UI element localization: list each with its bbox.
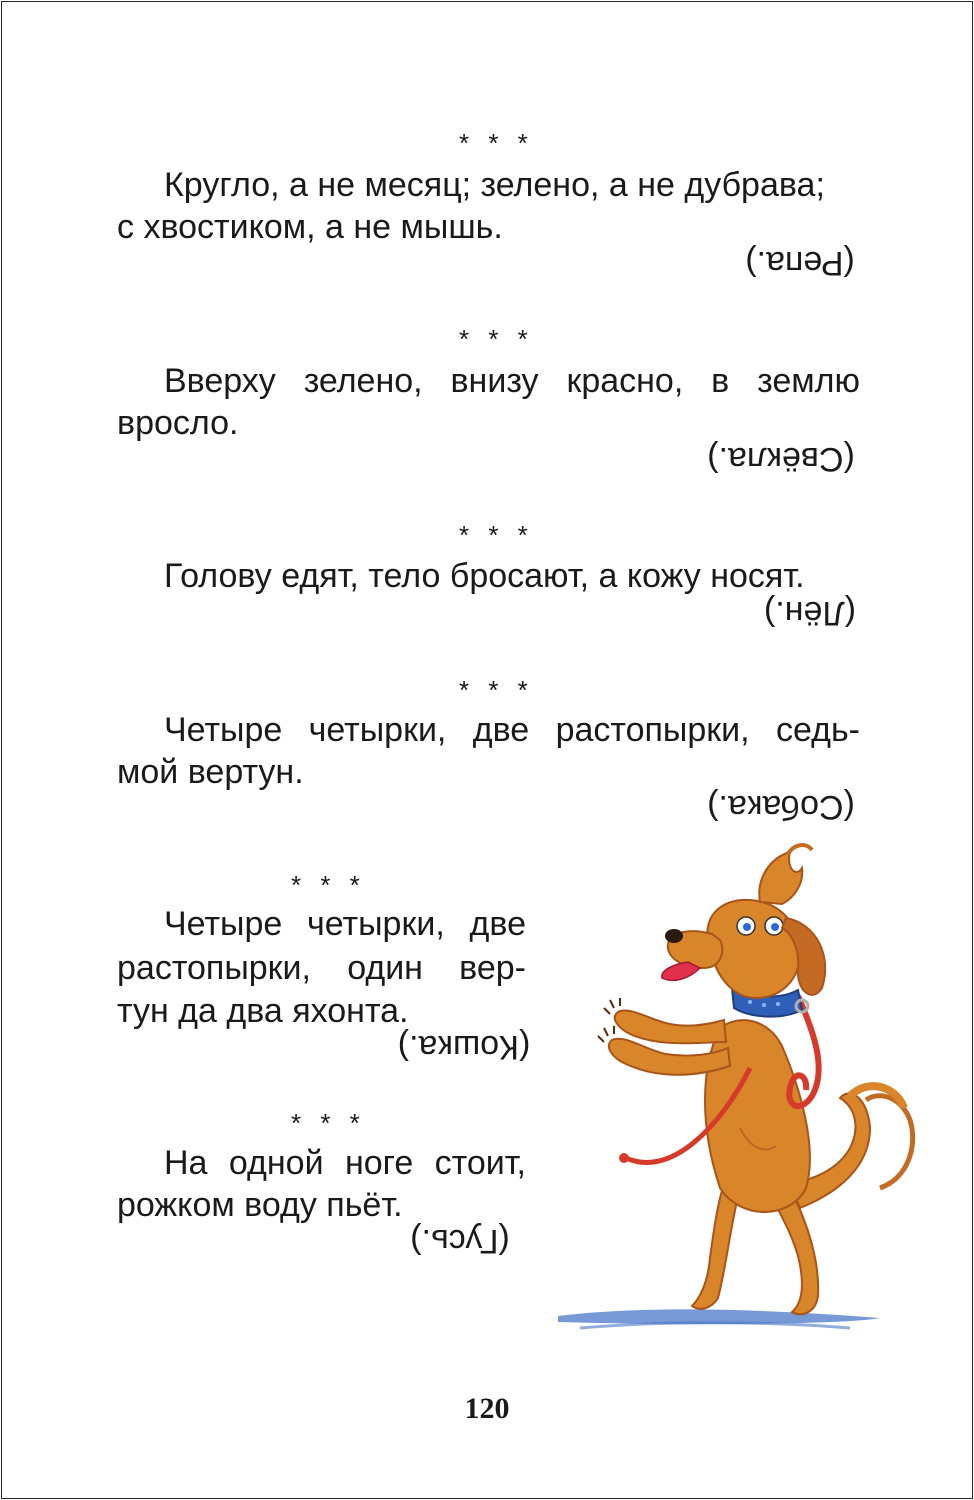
riddle-3-line-1: Голову едят, тело бросают, а кожу носят.	[164, 557, 805, 595]
riddle-5-line-3: тун да два яхонта.	[117, 992, 409, 1030]
riddle-6-answer: (Гусь.)	[410, 1222, 510, 1260]
riddle-5-answer: (Кошка.)	[397, 1028, 531, 1066]
separator-stars: * * *	[459, 520, 534, 550]
front-leg	[609, 1039, 730, 1075]
riddle-4-answer: (Собака.)	[707, 788, 855, 826]
dog-illustration	[550, 828, 954, 1338]
separator-stars: * * *	[291, 1108, 366, 1138]
hair-tuft	[759, 852, 802, 904]
separator-stars: * * *	[291, 870, 366, 900]
riddle-5-line-1: Четыре четырки, две	[164, 905, 526, 943]
riddle-1-line-1: Кругло, а не месяц; зелено, а не дубрава;	[164, 166, 825, 204]
riddle-2-answer: (Свёкла.)	[707, 440, 855, 478]
page-number: 120	[464, 1392, 510, 1425]
riddle-4-line-2: мой вертун.	[117, 753, 304, 791]
front-leg	[615, 1011, 726, 1044]
riddle-5-line-2: растопырки, один вер-	[117, 949, 526, 987]
riddle-6-line-2: рожком воду пьёт.	[117, 1186, 403, 1224]
riddle-2-line-2: вросло.	[117, 404, 239, 442]
book-page	[1, 1, 973, 1499]
riddle-1-line-2: с хвостиком, а не мышь.	[117, 208, 503, 246]
separator-stars: * * *	[459, 324, 534, 354]
separator-stars: * * *	[459, 128, 534, 158]
riddle-4-line-1: Четыре четырки, две растопырки, седь-	[164, 711, 860, 749]
riddle-6-line-1: На одной ноге стоит,	[164, 1144, 526, 1182]
riddle-2-line-1: Вверху зелено, внизу красно, в землю	[164, 362, 860, 400]
riddle-3-answer: (Лён.)	[763, 594, 857, 632]
nose	[665, 929, 683, 943]
tongue	[662, 962, 700, 980]
separator-stars: * * *	[459, 675, 534, 705]
riddle-1-answer: (Репа.)	[745, 244, 855, 282]
